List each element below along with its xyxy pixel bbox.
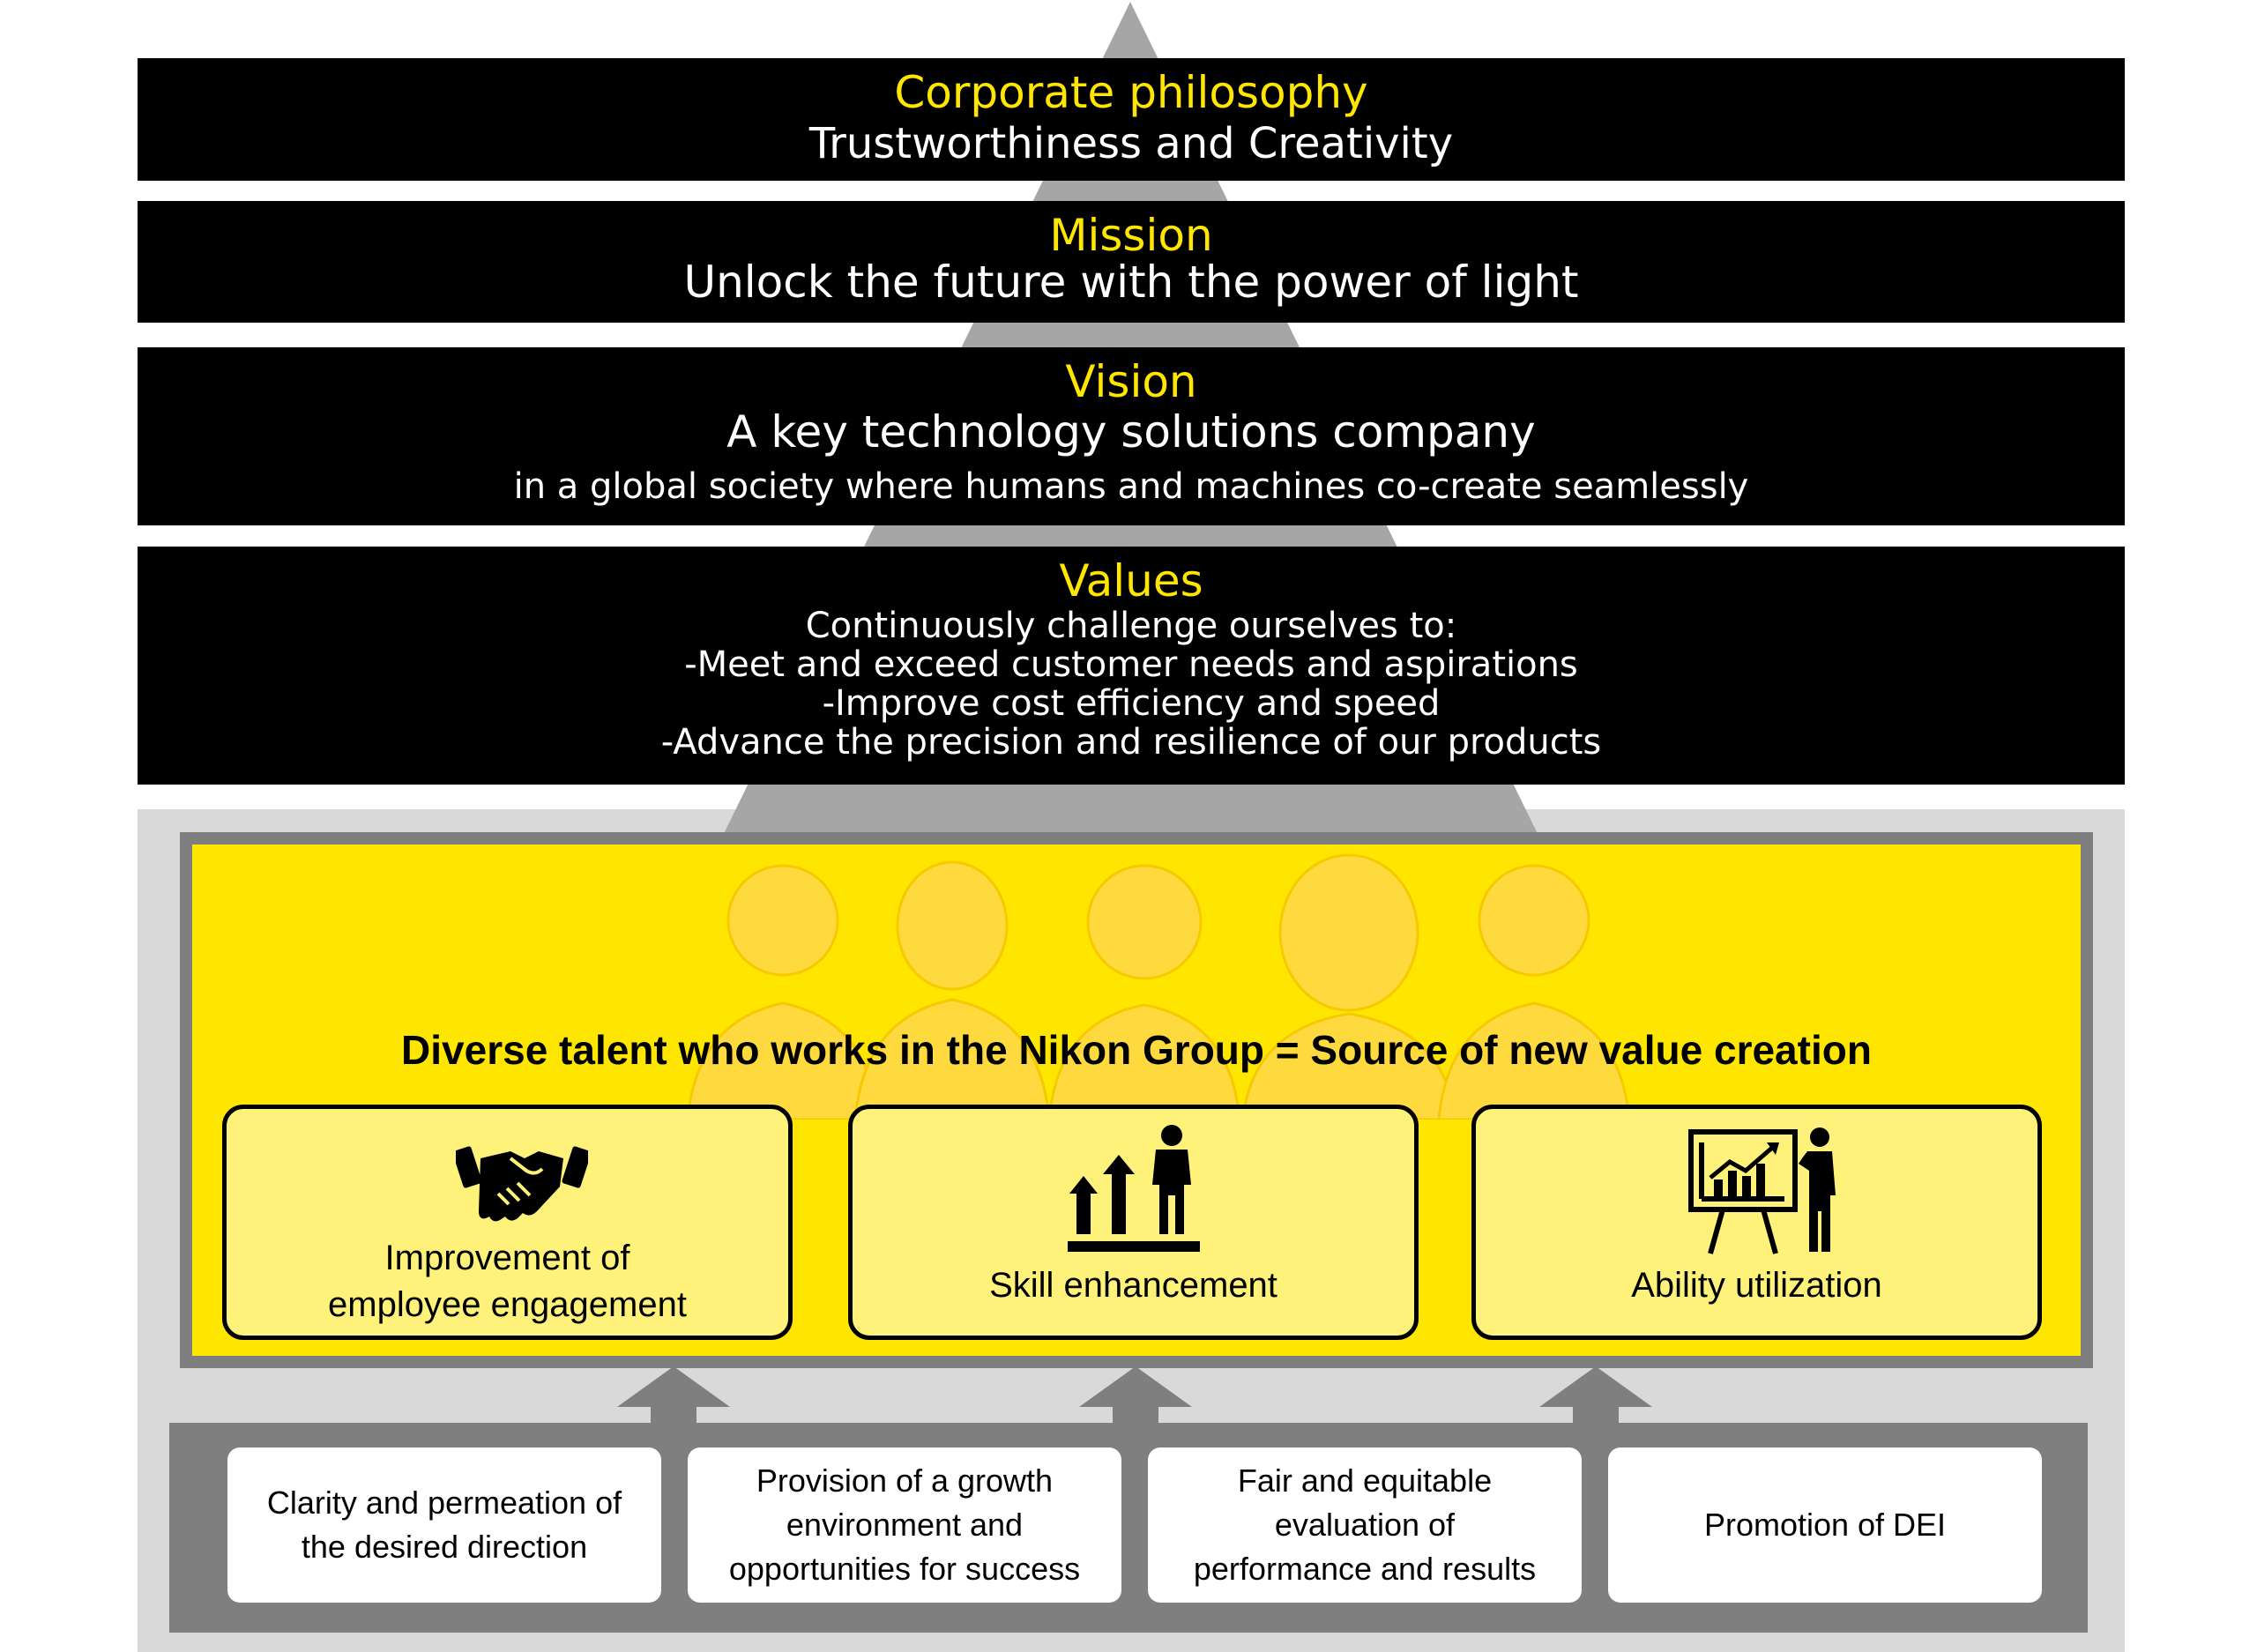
growth-arrows-person-icon — [1068, 1123, 1200, 1257]
skill-card — [848, 1105, 1419, 1340]
values-band — [138, 547, 2125, 785]
vision-subtext: in a global society where humans and machines co-create seamlessly — [513, 466, 1749, 507]
foundation-item-evaluation-line1: Fair and equitable — [1237, 1462, 1493, 1499]
foundation-item-dei-line1: Promotion of DEI — [1703, 1507, 1947, 1543]
foundation-item-evaluation — [1148, 1447, 1582, 1603]
engagement-label-line2: employee engagement — [328, 1285, 687, 1324]
people-illustration — [670, 845, 1640, 1120]
vision-band — [138, 347, 2125, 525]
foundation-item-dei — [1608, 1447, 2042, 1603]
values-heading: Values — [1059, 555, 1203, 606]
foundation-item-evaluation-line3: performance and results — [1193, 1551, 1537, 1587]
engagement-label-line1: Improvement of — [384, 1239, 630, 1277]
ability-card — [1471, 1105, 2042, 1340]
foundation-item-evaluation-line2: evaluation of — [1274, 1507, 1456, 1543]
mission-heading: Mission — [1049, 210, 1213, 261]
engagement-card — [222, 1105, 793, 1340]
philosophy-band — [138, 58, 2125, 181]
values-line-4: -Advance the precision and resilience of our products — [660, 722, 1602, 763]
up-arrows — [0, 1366, 2257, 1428]
mission-text: Unlock the future with the power of light — [683, 257, 1579, 308]
philosophy-heading: Corporate philosophy — [894, 67, 1368, 118]
presentation-person-icon — [1687, 1125, 1843, 1255]
foundation-item-direction-line2: the desired direction — [301, 1529, 588, 1565]
values-line-2: -Meet and exceed customer needs and aspirations — [684, 644, 1578, 685]
philosophy-text: Trustworthiness and Creativity — [808, 119, 1454, 168]
talent-title: Diverse talent who works in the Nikon Group = Source of new value creation — [401, 1027, 1872, 1073]
foundation-item-direction-line1: Clarity and permeation of — [266, 1485, 622, 1521]
foundation-item-growth-line1: Provision of a growth — [756, 1462, 1054, 1499]
vision-heading: Vision — [1065, 356, 1197, 407]
values-line-1: Continuously challenge ourselves to: — [805, 606, 1457, 646]
foundation-item-growth — [688, 1447, 1121, 1603]
foundation-item-direction — [227, 1447, 661, 1603]
values-line-3: -Improve cost efficiency and speed — [822, 683, 1441, 724]
foundation-item-growth-line2: environment and — [786, 1507, 1024, 1543]
foundation-item-growth-line3: opportunities for success — [728, 1551, 1081, 1587]
handshake-icon — [456, 1132, 588, 1229]
vision-text: A key technology solutions company — [726, 406, 1536, 458]
mission-band — [138, 201, 2125, 323]
ability-label: Ability utilization — [1631, 1266, 1882, 1305]
skill-label: Skill enhancement — [989, 1266, 1277, 1305]
